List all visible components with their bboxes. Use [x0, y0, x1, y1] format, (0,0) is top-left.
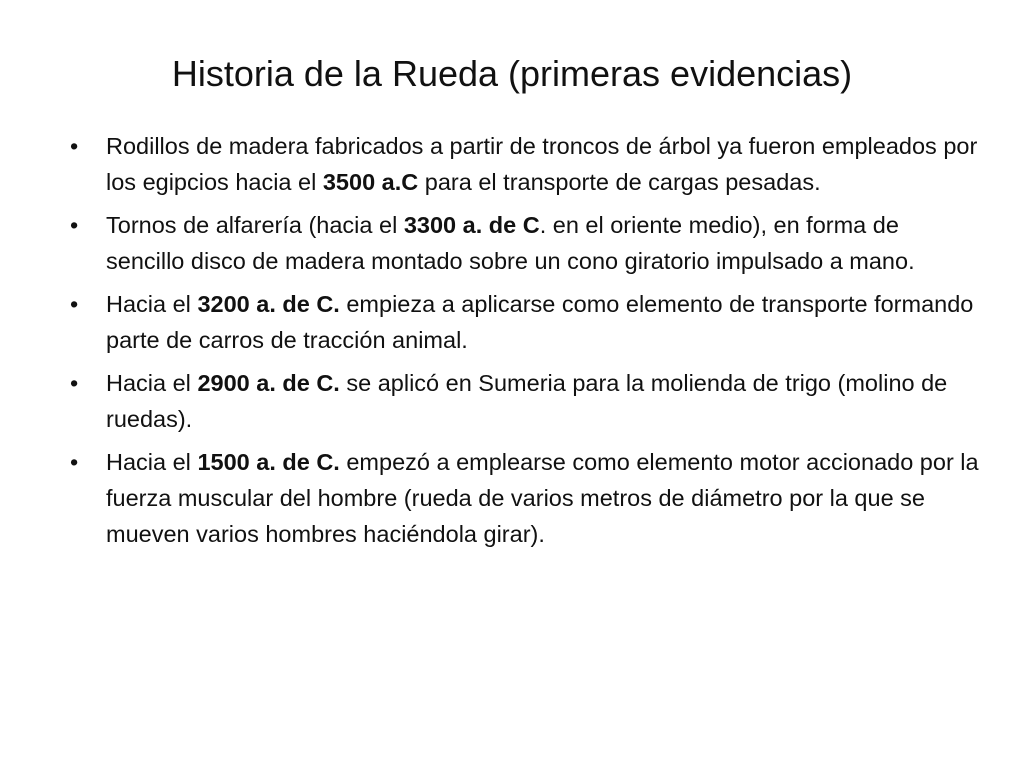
slide-title: Historia de la Rueda (primeras evidencias): [171, 53, 853, 94]
list-item: [70, 365, 980, 437]
bullet-text-after: . en el oriente medio), en forma de sencillo disco de madera montado sobre un cono giratorio impulsado a mano.: [106, 212, 915, 274]
bullet-text-before: Hacia el: [106, 291, 198, 317]
bullet-icon: •: [70, 370, 79, 396]
bullet-icon: •: [70, 212, 79, 238]
bullet-text: [106, 449, 979, 547]
bullet-list: [70, 128, 980, 559]
bullet-text-after: empieza a aplicarse como elemento de transporte formando parte de carros de tracción animal.: [106, 291, 974, 353]
list-item: [70, 128, 980, 200]
bullet-date: 3500 a.C: [322, 169, 419, 195]
bullet-date: 2900 a. de C.: [197, 370, 340, 396]
bullet-icon: •: [70, 133, 79, 159]
bullet-date: 3200 a. de C.: [197, 291, 340, 317]
bullet-icon: •: [70, 291, 79, 317]
bullet-text: [106, 370, 947, 432]
list-item: [70, 444, 980, 552]
bullet-text-before: Tornos de alfarería (hacia el: [106, 212, 404, 238]
bullet-text-before: Rodillos de madera fabricados a partir de troncos de árbol ya fueron empleados por los egipcios hacia el: [106, 133, 978, 195]
list-item: [70, 207, 980, 279]
bullet-text-before: Hacia el: [106, 449, 198, 475]
bullet-text: [106, 291, 973, 353]
bullet-text-after: para el transporte de cargas pesadas.: [418, 169, 821, 195]
bullet-date: 1500 a. de C.: [197, 449, 340, 475]
bullet-text: [106, 212, 915, 274]
bullet-text-after: se aplicó en Sumeria para la molienda de trigo (molino de ruedas).: [106, 370, 948, 432]
bullet-icon: •: [70, 449, 79, 475]
bullet-text-after: empezó a emplearse como elemento motor accionado por la fuerza muscular del hombre (rueda de varios metros de diámetro por la que se mueven varios hombres haciéndola girar).: [106, 449, 979, 547]
list-item: [70, 286, 980, 358]
bullet-text: [106, 133, 977, 195]
bullet-text-before: Hacia el: [106, 370, 198, 396]
bullet-date: 3300 a. de C: [403, 212, 540, 238]
